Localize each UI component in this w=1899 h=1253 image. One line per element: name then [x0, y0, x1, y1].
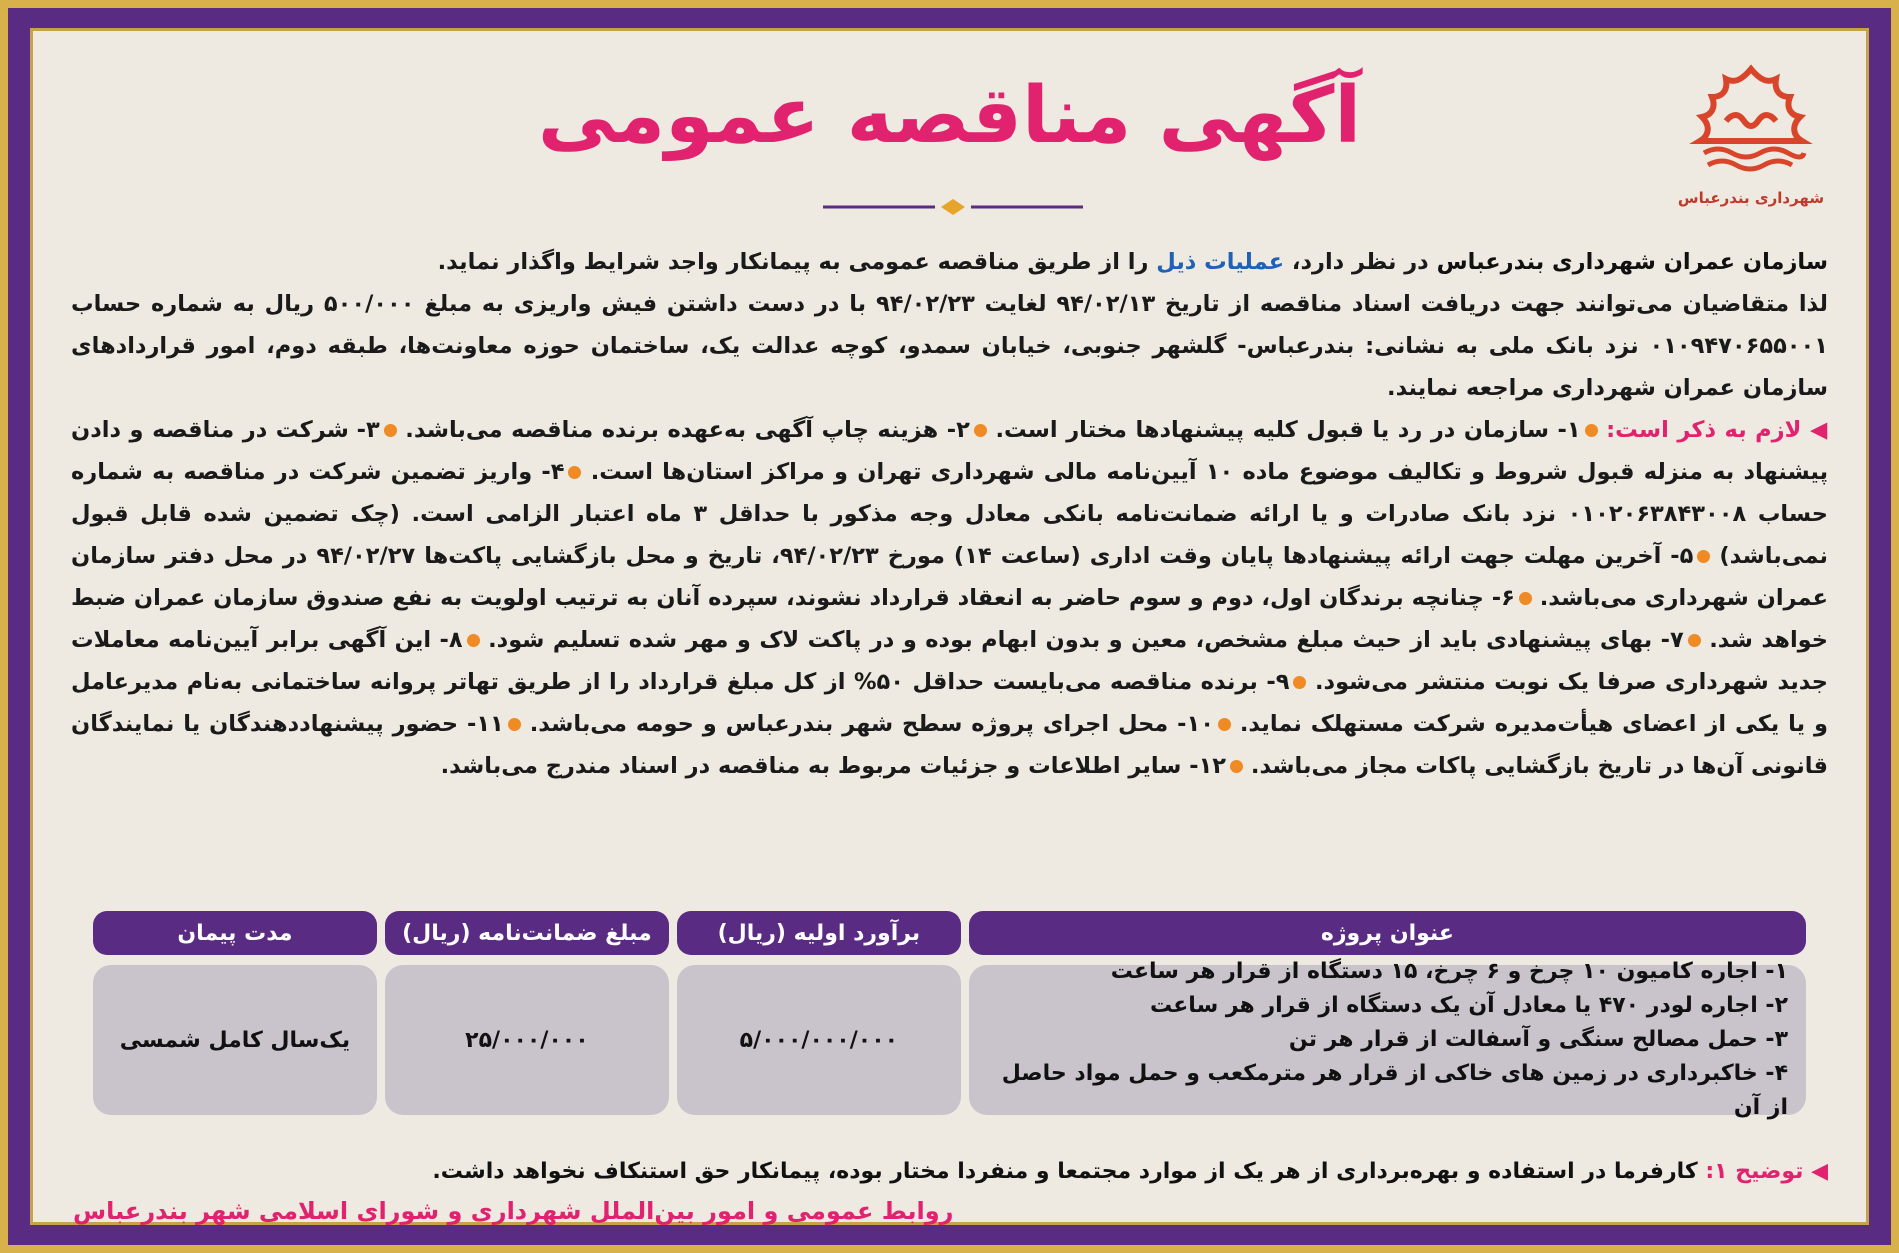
condition-item: ۱۱- حضور پیشنهاددهندگان یا نمایندگان قانونی آن‌ها در تاریخ بازگشایی پاکات مجاز می‌باشد. [71, 711, 1828, 779]
documents-paragraph: لذا متقاضیان می‌توانند جهت دریافت اسناد مناقصه از تاریخ ۹۴/۰۲/۱۳ لغایت ۹۴/۰۲/۲۳ با در دست داشتن فیش واریزی به مبلغ ۵۰۰/۰۰۰ ریال به شماره حساب ۰۱۰۹۴۷۰۶۵۵۰۰۱ نزد بانک ملی به نشانی: بندرعباس- گلشهر جنوبی، خیابان سمدو، کوچه عدالت یک، ساختمان حوزه معاونت‌ها، طبقه دوم، امور قراردادهای سازمان عمران شهرداری مراجعه نمایند. [71, 291, 1828, 401]
explanation-note [432, 1159, 1828, 1184]
condition-item: ۱۲- سایر اطلاعات و جزئیات مربوط به مناقصه در اسناد مندرج می‌باشد. [440, 753, 1227, 779]
notice-panel [30, 28, 1869, 1225]
header-project-title: عنوان پروژه [969, 911, 1806, 955]
contract-duration-value: یک‌سال کامل شمسی [93, 965, 377, 1115]
table-header-row [93, 911, 1806, 955]
condition-item: ۲- هزینه چاپ آگهی به‌عهده برنده مناقصه می‌باشد. [405, 417, 970, 443]
intro-highlight: عملیات ذیل [1156, 249, 1285, 275]
initial-estimate-value: ۵/۰۰۰/۰۰۰/۰۰۰ [677, 965, 961, 1115]
table-row [93, 959, 1806, 1120]
note-text: کارفرما در استفاده و بهره‌برداری از هر یک از موارد مجتمعا و منفردا مختار بوده، پیمانکار حق استنکاف نخواهد داشت. [432, 1159, 1706, 1184]
bullet-icon [384, 424, 397, 437]
organization-name: سازمان عمران شهرداری بندرعباس [1436, 249, 1828, 275]
list-item: ۲- اجاره لودر ۴۷۰ یا معادل آن یک دستگاه از قرار هر ساعت [1149, 993, 1788, 1018]
intro-part2: را از طریق مناقصه عمومی به پیمانکار واجد شرایط واگذار نماید. [437, 249, 1157, 275]
condition-item: ۶- چنانچه برندگان اول، دوم و سوم حاضر به انعقاد قرارداد نشوند، سپرده آنان به ترتیب اولویت به نفع صندوق سازمان عمران ضبط خواهد شد. [71, 585, 1829, 653]
conditions-paragraph [71, 409, 1828, 787]
project-list-cell [969, 959, 1806, 1120]
bullet-icon [1230, 760, 1243, 773]
outer-frame [8, 8, 1891, 1245]
bullet-icon [508, 718, 521, 731]
list-item: ۱- اجاره کامیون ۱۰ چرخ و ۶ چرخ، ۱۵ دستگاه از قرار هر ساعت [1110, 959, 1788, 984]
logo-caption: شهرداری بندرعباس [1677, 189, 1825, 207]
conditions-label: لازم به ذکر است: [1606, 417, 1802, 443]
condition-item: ۱- سازمان در رد یا قبول کلیه پیشنهادها مختار است. [995, 417, 1581, 443]
guarantee-amount-value: ۲۵/۰۰۰/۰۰۰ [385, 965, 669, 1115]
condition-item: ۸- این آگهی برابر آیین‌نامه معاملات جدید شهرداری صرفا یک نوبت منتشر می‌شود. [71, 627, 1828, 695]
arrow-icon: ◀ [1811, 1159, 1828, 1184]
note-label: توضیح ۱: [1705, 1159, 1804, 1184]
notice-title: آگهی مناقصه عمومی [537, 71, 1362, 161]
header-guarantee-amount: مبلغ ضمانت‌نامه (ریال) [385, 911, 669, 955]
header-contract-duration: مدت پیمان [93, 911, 377, 955]
arrow-icon: ◀ [1809, 417, 1828, 443]
project-list [969, 955, 1806, 1125]
list-item: ۴- خاکبرداری در زمین های خاکی از قرار هر مترمکعب و حمل مواد حاصل از آن [1001, 1061, 1788, 1120]
title-divider-ornament [823, 199, 1083, 215]
header-initial-estimate: برآورد اولیه (ریال) [677, 911, 961, 955]
tender-table [93, 911, 1806, 1151]
condition-item: ۱۰- محل اجرای پروژه سطح شهر بندرعباس و حومه می‌باشد. [529, 711, 1214, 737]
intro-part1: در نظر دارد، [1284, 249, 1437, 275]
condition-item: ۷- بهای پیشنهادی باید از حیث مبلغ مشخص، معین و بدون ابهام بوده و در پاکت لاک و مهر شده تسلیم شود. [488, 627, 1684, 653]
intro-paragraph [71, 241, 1828, 283]
condition-item: ۳- شرکت در مناقصه و دادن پیشنهاد به منزله قبول شروط و تکالیف موضوع ماده ۱۰ آیین‌نامه مالی شهرداری تهران و مراکز استان‌ها است. [71, 417, 1829, 485]
bullet-icon [1697, 550, 1710, 563]
bullet-icon [1585, 424, 1598, 437]
bullet-icon [1293, 676, 1306, 689]
condition-item: ۹- برنده مناقصه می‌بایست حداقل ۵۰% از کل مبلغ قرارداد را از طریق تهاتر پروانه ساختمانی به‌نام مدیرعامل و یا یکی از اعضای هیأت‌مدیره شرکت مستهلک نماید. [71, 669, 1828, 737]
condition-item: ۴- واریز تضمین شرکت در مناقصه به شماره حساب ۰۱۰۲۰۶۳۸۴۳۰۰۸ نزد بانک صادرات و یا ارائه ضمانت‌نامه بانکی معادل وجه مذکور با حداقل ۳ ماه اعتبار الزامی است. (چک تضمین شده قابل قبول نمی‌باشد) [71, 459, 1828, 569]
notice-body [71, 241, 1828, 787]
bullet-icon [974, 424, 987, 437]
bullet-icon [1218, 718, 1231, 731]
bullet-icon [467, 634, 480, 647]
bullet-icon [1688, 634, 1701, 647]
footer-credit: روابط عمومی و امور بین‌الملل شهرداری و شورای اسلامی شهر بندرعباس [73, 1197, 954, 1225]
bullet-icon [1519, 592, 1532, 605]
condition-item: ۵- آخرین مهلت جهت ارائه پیشنهادها پایان وقت اداری (ساعت ۱۴) مورخ ۹۴/۰۲/۲۳، تاریخ و محل بازگشایی پاکت‌ها ۹۴/۰۲/۲۷ در محل دفتر سازمان عمران شهرداری می‌باشد. [71, 543, 1828, 611]
bullet-icon [568, 466, 581, 479]
list-item: ۳- حمل مصالح سنگی و آسفالت از قرار هر تن [1288, 1027, 1788, 1052]
